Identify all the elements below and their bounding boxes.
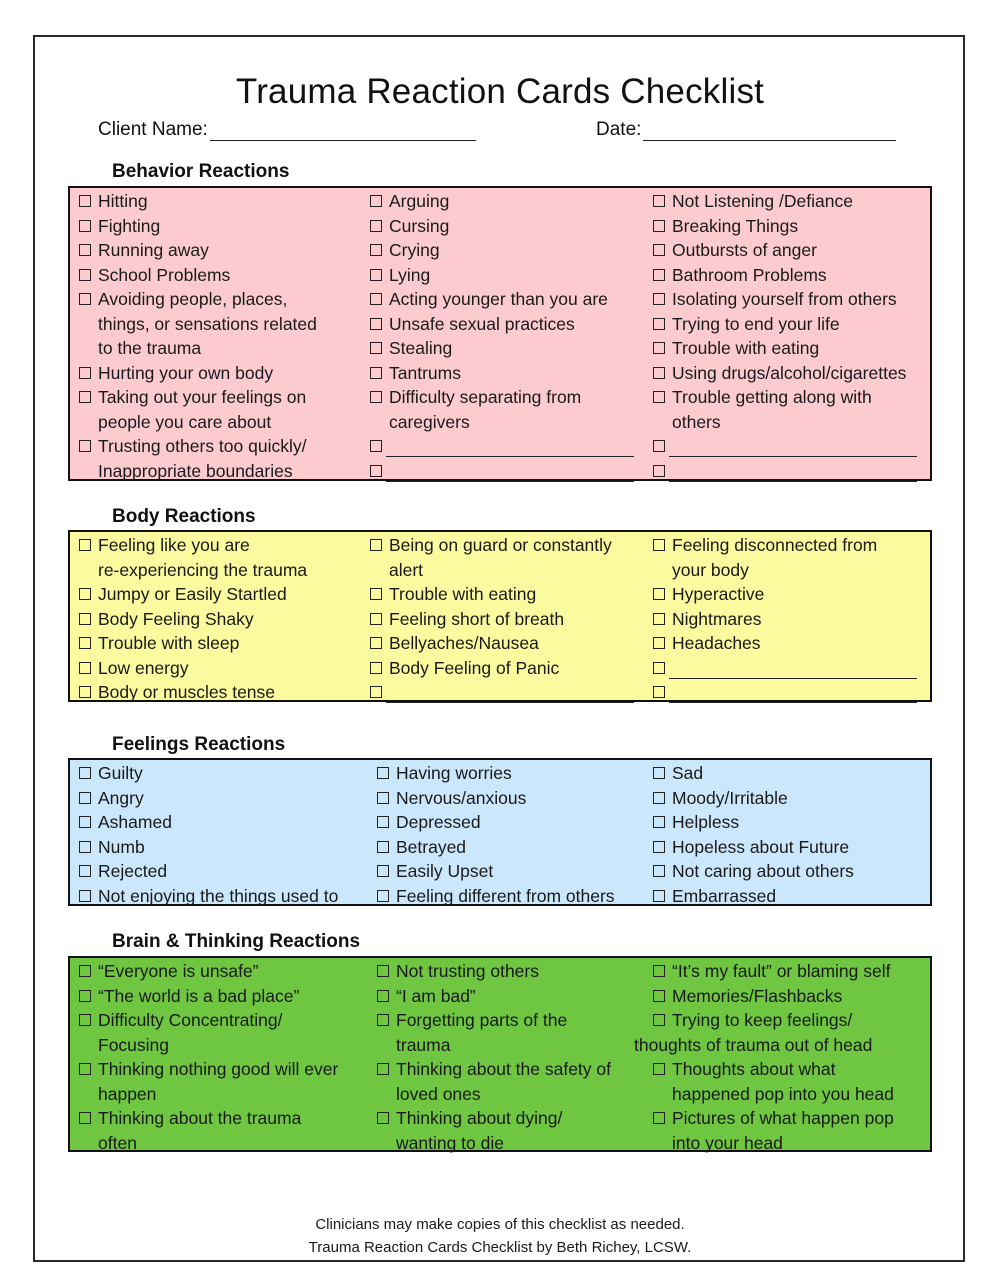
checklist-item-label: Easily Upset: [396, 861, 494, 881]
checklist-item-label: “I am bad”: [396, 985, 476, 1006]
checkbox[interactable]: [370, 465, 382, 477]
checkbox[interactable]: [653, 792, 665, 804]
checkbox[interactable]: [79, 613, 91, 625]
client-name-label: Client Name:: [98, 119, 208, 140]
checklist-item-label: Forgetting parts of the: [396, 1010, 568, 1030]
checkbox[interactable]: [653, 440, 665, 452]
checklist-item-label: Breaking Things: [672, 215, 799, 236]
checklist-item-label: Nightmares: [672, 608, 762, 629]
checklist-item-label: Running away: [98, 240, 209, 260]
checkbox[interactable]: [377, 1014, 389, 1026]
checklist-item-label: Thinking about the safety of: [396, 1059, 611, 1079]
checklist-item-label: Feeling like you are: [98, 535, 250, 555]
checklist-item-label: School Problems: [98, 264, 231, 285]
checklist-item-label: Not enjoying the things used to: [98, 885, 339, 906]
checklist-item-label: Feeling different from others: [396, 885, 615, 906]
checkbox[interactable]: [653, 1014, 665, 1026]
checklist-item-label: Pictures of what happen pop: [672, 1108, 894, 1128]
checklist-item-label: Thoughts about what: [672, 1059, 836, 1079]
checkbox[interactable]: [79, 367, 91, 379]
checkbox[interactable]: [653, 767, 665, 779]
checkbox[interactable]: [653, 367, 665, 379]
checkbox[interactable]: [79, 686, 91, 698]
write-in-line[interactable]: [386, 461, 634, 482]
checklist-item-label: Crying: [389, 240, 440, 260]
body-reactions-box: [68, 530, 932, 702]
checkbox[interactable]: [370, 269, 382, 281]
checklist-item-label: Being on guard or constantly: [389, 535, 612, 555]
checkbox[interactable]: [653, 662, 665, 674]
checkbox[interactable]: [79, 965, 91, 977]
checklist-item-label: Outbursts of anger: [672, 240, 817, 260]
brain-thinking-reactions-box: [68, 956, 932, 1152]
checklist-item-label: wanting to die: [396, 1132, 504, 1153]
checkbox[interactable]: [370, 539, 382, 551]
checklist-item-label: Trouble with eating: [389, 584, 537, 604]
checkbox[interactable]: [370, 662, 382, 674]
checkbox[interactable]: [653, 391, 665, 403]
write-in-line[interactable]: [386, 436, 634, 457]
checkbox[interactable]: [79, 1014, 91, 1026]
checklist-item-label: Tantrums: [389, 362, 461, 383]
checklist-item-label: things, or sensations related: [98, 313, 317, 334]
checklist-item-label: Jumpy or Easily Startled: [98, 584, 287, 604]
page-title: Trauma Reaction Cards Checklist: [235, 72, 765, 111]
checkbox[interactable]: [653, 865, 665, 877]
checkbox[interactable]: [377, 865, 389, 877]
checklist-item-label: Body Feeling of Panic: [389, 657, 560, 678]
checkbox[interactable]: [370, 440, 382, 452]
date-input-line[interactable]: [643, 122, 896, 141]
checklist-item-label: Taking out your feelings on: [98, 387, 307, 407]
checkbox[interactable]: [79, 637, 91, 649]
checklist-item-label: Headaches: [672, 633, 761, 653]
checklist-item-label: Trying to keep feelings/: [672, 1010, 853, 1030]
checklist-item-label: Body or muscles tense: [98, 682, 276, 702]
checkbox[interactable]: [370, 318, 382, 330]
checklist-item-label: Betrayed: [396, 836, 467, 857]
checklist-item-label: alert: [389, 559, 424, 580]
checkbox[interactable]: [79, 244, 91, 256]
checkbox[interactable]: [79, 662, 91, 674]
checklist-item-label: Trouble with sleep: [98, 633, 240, 653]
checkbox[interactable]: [377, 1112, 389, 1124]
checkbox[interactable]: [653, 220, 665, 232]
checkbox[interactable]: [79, 269, 91, 281]
checkbox[interactable]: [79, 767, 91, 779]
write-in-line[interactable]: [386, 682, 634, 703]
checklist-item-label: Body Feeling Shaky: [98, 608, 254, 629]
checklist-item-label: Hyperactive: [672, 584, 765, 604]
checkbox[interactable]: [653, 195, 665, 207]
checklist-item-label: Helpless: [672, 812, 740, 832]
checkbox[interactable]: [377, 965, 389, 977]
date-field[interactable]: [596, 119, 896, 141]
checkbox[interactable]: [79, 792, 91, 804]
checklist-item-label: Trouble with eating: [672, 338, 820, 358]
checklist-item-label: your body: [672, 559, 749, 580]
checkbox[interactable]: [79, 990, 91, 1002]
checklist-item-label: Inappropriate boundaries: [98, 460, 293, 481]
checkbox[interactable]: [79, 841, 91, 853]
checklist-item-label: others: [672, 411, 721, 432]
checklist-item-label: Nervous/anxious: [396, 787, 527, 808]
checklist-item-label: Ashamed: [98, 812, 172, 832]
checkbox[interactable]: [653, 293, 665, 305]
write-in-line[interactable]: [669, 461, 917, 482]
checkbox[interactable]: [377, 816, 389, 828]
checklist-item-label: Memories/Flashbacks: [672, 985, 843, 1006]
checkbox[interactable]: [79, 293, 91, 305]
checkbox[interactable]: [377, 1063, 389, 1075]
checkbox[interactable]: [653, 686, 665, 698]
checkbox[interactable]: [79, 220, 91, 232]
checklist-item-label: Hitting: [98, 191, 148, 211]
checkbox[interactable]: [377, 767, 389, 779]
checklist-item-label: to the trauma: [98, 338, 202, 358]
checkbox[interactable]: [653, 588, 665, 600]
write-in-line[interactable]: [669, 658, 917, 679]
checklist-item-label: Arguing: [389, 191, 450, 211]
checklist-item-label: Thinking nothing good will ever: [98, 1059, 339, 1079]
checklist-item-label: often: [98, 1132, 137, 1153]
checkbox[interactable]: [377, 890, 389, 902]
checklist-item-label: Thinking about the trauma: [98, 1108, 302, 1128]
checklist-item-label: Sad: [672, 763, 704, 783]
checklist-item-label: Cursing: [389, 215, 450, 236]
checkbox[interactable]: [377, 841, 389, 853]
checkbox[interactable]: [377, 990, 389, 1002]
checkbox[interactable]: [653, 613, 665, 625]
checkbox[interactable]: [370, 220, 382, 232]
checklist-item-label: re-experiencing the trauma: [98, 559, 308, 580]
checklist-item-label: happened pop into you head: [672, 1083, 894, 1104]
checkbox[interactable]: [370, 613, 382, 625]
checklist-item-label: Having worries: [396, 763, 512, 783]
checkbox[interactable]: [79, 588, 91, 600]
checkbox[interactable]: [79, 816, 91, 828]
checkbox[interactable]: [377, 792, 389, 804]
checklist-item-label: Unsafe sexual practices: [389, 313, 575, 334]
checklist-item-label: caregivers: [389, 411, 470, 432]
checklist-item-label: thoughts of trauma out of head: [634, 1034, 873, 1055]
checkbox[interactable]: [370, 588, 382, 600]
checklist-item-label: Embarrassed: [672, 885, 777, 906]
footer-copy-note: Clinicians may make copies of this checklist as needed.: [315, 1216, 685, 1233]
checklist-item-label: Trusting others too quickly/: [98, 436, 307, 456]
checkbox[interactable]: [370, 686, 382, 698]
checkbox[interactable]: [653, 816, 665, 828]
checkbox[interactable]: [79, 1063, 91, 1075]
section-heading-body: Body Reactions: [112, 506, 256, 527]
checklist-item-label: Focusing: [98, 1034, 170, 1055]
checklist-item-label: Hurting your own body: [98, 362, 274, 383]
section-heading-feelings: Feelings Reactions: [112, 734, 286, 755]
checkbox[interactable]: [370, 637, 382, 649]
checkbox[interactable]: [653, 539, 665, 551]
checklist-item-label: “The world is a bad place”: [98, 985, 300, 1006]
checklist-item-label: Thinking about dying/: [396, 1108, 563, 1128]
checkbox[interactable]: [653, 965, 665, 977]
checklist-item-label: Using drugs/alcohol/cigarettes: [672, 362, 907, 383]
feelings-reactions-box: [68, 758, 932, 906]
write-in-line[interactable]: [669, 436, 917, 457]
checklist-item-label: Feeling short of breath: [389, 608, 565, 629]
checklist-item-label: Numb: [98, 836, 145, 857]
checkbox[interactable]: [653, 342, 665, 354]
checklist-item-label: Acting younger than you are: [389, 289, 608, 309]
checkbox[interactable]: [370, 367, 382, 379]
checklist-item-label: Lying: [389, 264, 431, 285]
checkbox[interactable]: [79, 539, 91, 551]
checkbox[interactable]: [653, 465, 665, 477]
section-heading-brain: Brain & Thinking Reactions: [112, 931, 361, 952]
checklist-item-label: Fighting: [98, 215, 161, 236]
checkbox[interactable]: [653, 990, 665, 1002]
checklist-item-label: Depressed: [396, 812, 481, 832]
checkbox[interactable]: [653, 637, 665, 649]
checkbox[interactable]: [653, 841, 665, 853]
checklist-item-label: “Everyone is unsafe”: [98, 961, 259, 981]
client-name-field[interactable]: [98, 119, 476, 141]
checklist-item-label: Feeling disconnected from: [672, 535, 878, 555]
checkbox[interactable]: [653, 244, 665, 256]
checklist-item-label: happen: [98, 1083, 157, 1104]
footer-credit: Trauma Reaction Cards Checklist by Beth Richey, LCSW.: [308, 1239, 692, 1256]
checklist-item-label: Bathroom Problems: [672, 264, 827, 285]
checkbox[interactable]: [370, 195, 382, 207]
checkbox[interactable]: [370, 244, 382, 256]
checkbox[interactable]: [370, 391, 382, 403]
checkbox[interactable]: [653, 318, 665, 330]
checkbox[interactable]: [370, 342, 382, 354]
date-label: Date:: [596, 119, 642, 140]
checkbox[interactable]: [79, 440, 91, 452]
checkbox[interactable]: [653, 890, 665, 902]
checkbox[interactable]: [79, 865, 91, 877]
checklist-item-label: Low energy: [98, 657, 189, 678]
checkbox[interactable]: [653, 1112, 665, 1124]
write-in-line[interactable]: [669, 682, 917, 703]
checklist-item-label: Avoiding people, places,: [98, 289, 288, 309]
checklist-item-label: Not Listening /Defiance: [672, 191, 853, 211]
checkbox[interactable]: [653, 1063, 665, 1075]
checklist-item-label: Angry: [98, 787, 144, 808]
checkbox[interactable]: [79, 195, 91, 207]
checkbox[interactable]: [79, 391, 91, 403]
checkbox[interactable]: [653, 269, 665, 281]
checklist-item-label: Difficulty Concentrating/: [98, 1010, 283, 1030]
client-name-input-line[interactable]: [210, 122, 476, 141]
checklist-item-label: Not trusting others: [396, 961, 539, 981]
checkbox[interactable]: [79, 1112, 91, 1124]
checklist-item-label: Not caring about others: [672, 861, 854, 881]
checklist-item-label: trauma: [396, 1034, 451, 1055]
checklist-item-label: Guilty: [98, 763, 143, 783]
checklist-item-label: Difficulty separating from: [389, 387, 582, 407]
behavior-reactions-box: [68, 186, 932, 481]
checklist-item-label: Isolating yourself from others: [672, 289, 897, 309]
checkbox[interactable]: [79, 890, 91, 902]
checklist-item-label: Hopeless about Future: [672, 836, 850, 857]
section-heading-behavior: Behavior Reactions: [112, 161, 290, 182]
checklist-item-label: Trying to end your life: [672, 313, 840, 334]
checklist-item-label: “It’s my fault” or blaming self: [672, 961, 891, 981]
checklist-item-label: Bellyaches/Nausea: [389, 633, 539, 653]
checklist-item-label: Stealing: [389, 338, 453, 358]
checklist-item-label: Rejected: [98, 861, 168, 881]
checklist-item-label: people you care about: [98, 411, 272, 432]
checklist-item-label: into your head: [672, 1132, 783, 1153]
checklist-item-label: loved ones: [396, 1083, 481, 1104]
checklist-item-label: Moody/Irritable: [672, 787, 788, 808]
checklist-item-label: Trouble getting along with: [672, 387, 872, 407]
checkbox[interactable]: [370, 293, 382, 305]
